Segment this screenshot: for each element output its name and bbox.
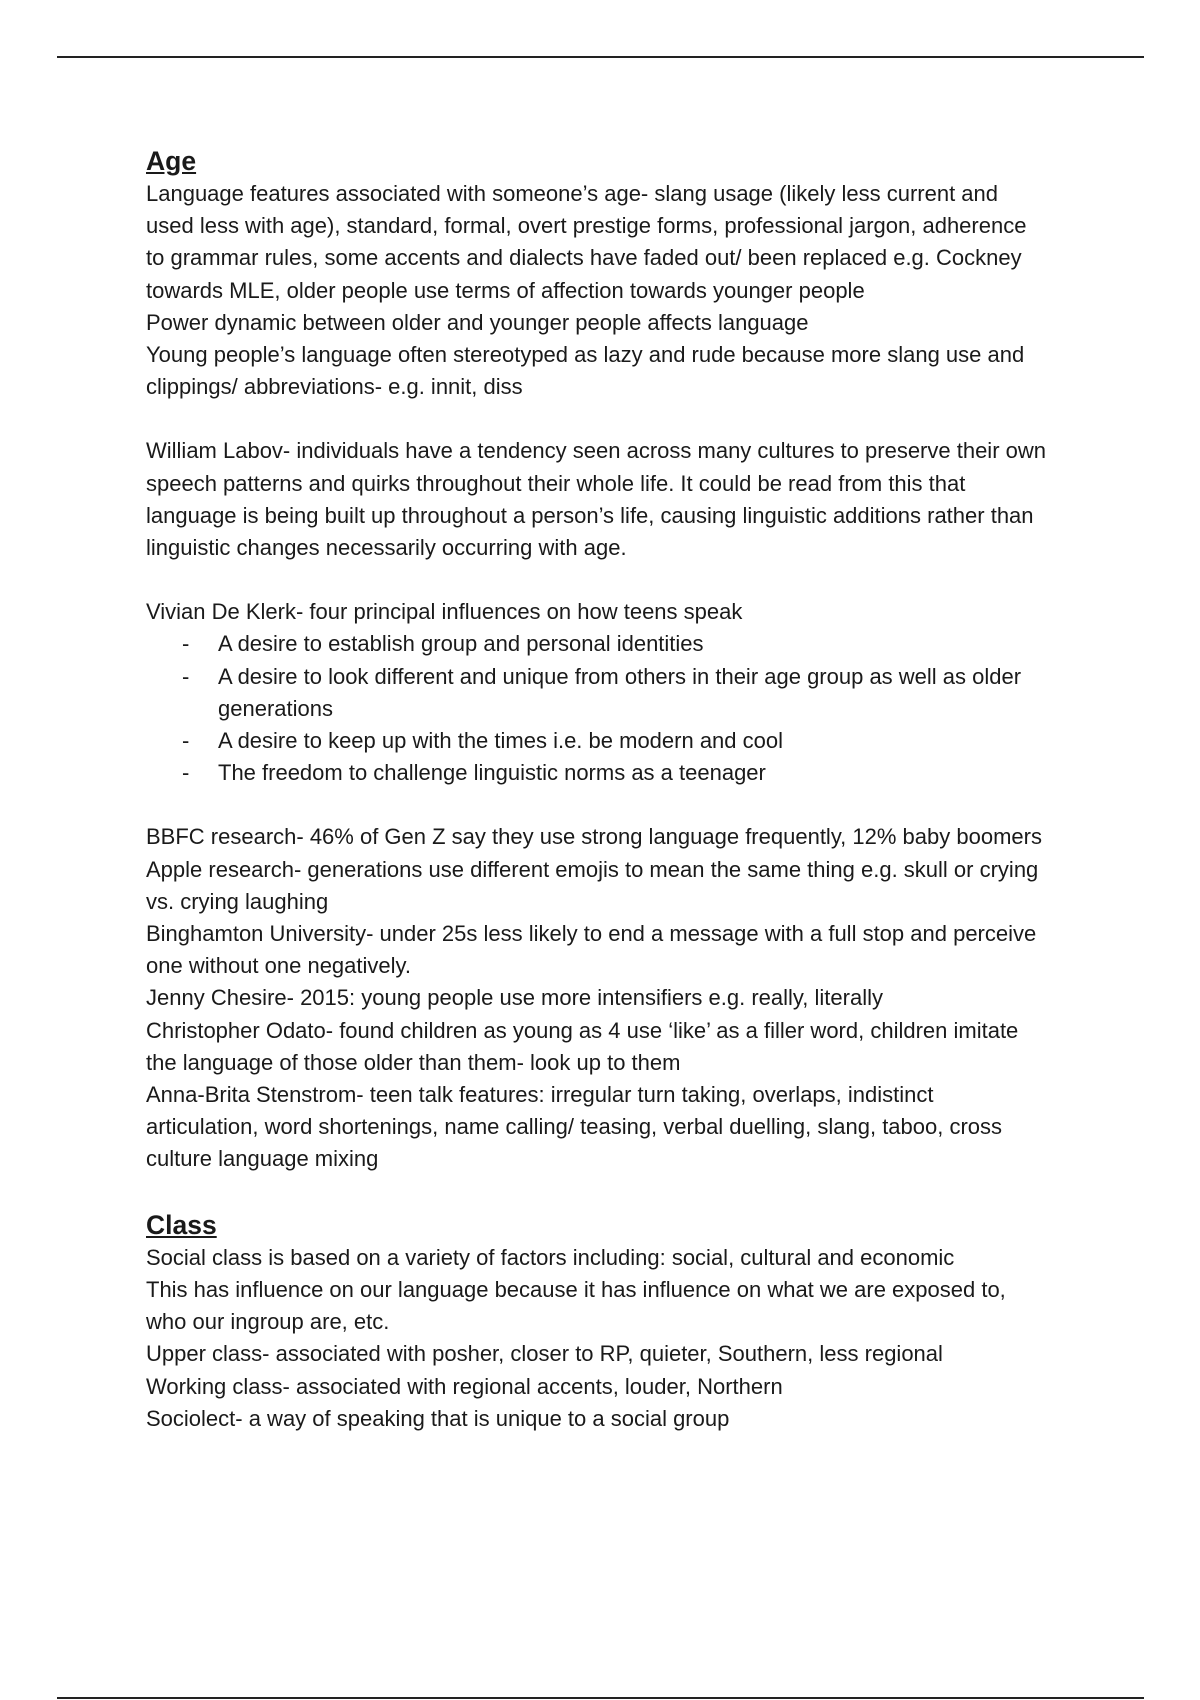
- class-line-5: Sociolect- a way of speaking that is unique to a social group: [146, 1405, 730, 1431]
- list-item: [146, 757, 1046, 789]
- research-stenstrom: Anna-Brita Stenstrom- teen talk features: irregular turn taking, overlaps, indistinct articulation, word shortenings, name calling/ teasing, verbal duelling, slang, taboo, cross culture language mixing: [146, 1082, 1003, 1172]
- class-line-4: Working class- associated with regional accents, louder, Northern: [146, 1373, 783, 1399]
- dash-bullet: -: [182, 631, 190, 657]
- labov-paragraph: William Labov- individuals have a tendency seen across many cultures to preserve their own speech patterns and quirks throughout their whole life. It could be read from this that language is being built up throughout a person’s life, causing linguistic additions rather than linguistic changes necessarily occurring with age.: [146, 438, 1046, 561]
- bottom-rule: [57, 1697, 1144, 1699]
- top-rule: [57, 56, 1144, 58]
- list-item: [146, 628, 1046, 660]
- research-binghamton: Binghamton University- under 25s less likely to end a message with a full stop and perceive one without one negatively.: [146, 921, 1037, 979]
- list-item: [146, 661, 1046, 725]
- research-bbfc: BBFC research- 46% of Gen Z say they use strong language frequently, 12% baby boomers: [146, 824, 1042, 850]
- spacer: [146, 403, 1046, 435]
- list-item: [146, 725, 1046, 757]
- age-intro-1: Language features associated with someone’s age- slang usage (likely less current and used less with age), standard, formal, overt prestige forms, professional jargon, adherence to grammar rules, some accents and dialects have faded out/ been replaced e.g. Cockney towards MLE, older people use terms of affection towards younger people: [146, 181, 1027, 303]
- deklerk-list: [146, 628, 1046, 789]
- dash-bullet: -: [182, 663, 190, 689]
- list-item-text: A desire to look different and unique from others in their age group as well as older generations: [218, 663, 1022, 721]
- spacer: [146, 564, 1046, 596]
- dash-bullet: -: [182, 760, 190, 786]
- list-item-text: A desire to establish group and personal identities: [218, 631, 704, 657]
- list-item-text: A desire to keep up with the times i.e. be modern and cool: [218, 728, 783, 754]
- age-intro-2: Power dynamic between older and younger people affects language: [146, 309, 809, 335]
- class-line-1: Social class is based on a variety of factors including: social, cultural and economic: [146, 1244, 955, 1270]
- spacer: [146, 1176, 1046, 1208]
- list-item-text: The freedom to challenge linguistic norms as a teenager: [218, 760, 766, 786]
- spacer: [146, 789, 1046, 821]
- research-odato: Christopher Odato- found children as young as 4 use ‘like’ as a filler word, children imitate the language of those older than them- look up to them: [146, 1017, 1019, 1075]
- research-apple: Apple research- generations use different emojis to mean the same thing e.g. skull or crying vs. crying laughing: [146, 856, 1039, 914]
- deklerk-intro: Vivian De Klerk- four principal influences on how teens speak: [146, 599, 743, 625]
- class-line-3: Upper class- associated with posher, closer to RP, quieter, Southern, less regional: [146, 1341, 943, 1367]
- research-chesire: Jenny Chesire- 2015: young people use more intensifiers e.g. really, literally: [146, 985, 883, 1011]
- age-heading: Age: [146, 146, 197, 176]
- class-line-2: This has influence on our language because it has influence on what we are exposed to, who our ingroup are, etc.: [146, 1276, 1006, 1335]
- document-body: [146, 144, 1046, 1435]
- dash-bullet: -: [182, 728, 190, 754]
- class-heading: Class: [146, 1209, 217, 1240]
- age-intro-3: Young people’s language often stereotyped as lazy and rude because more slang use and clippings/ abbreviations- e.g. innit, diss: [146, 342, 1025, 400]
